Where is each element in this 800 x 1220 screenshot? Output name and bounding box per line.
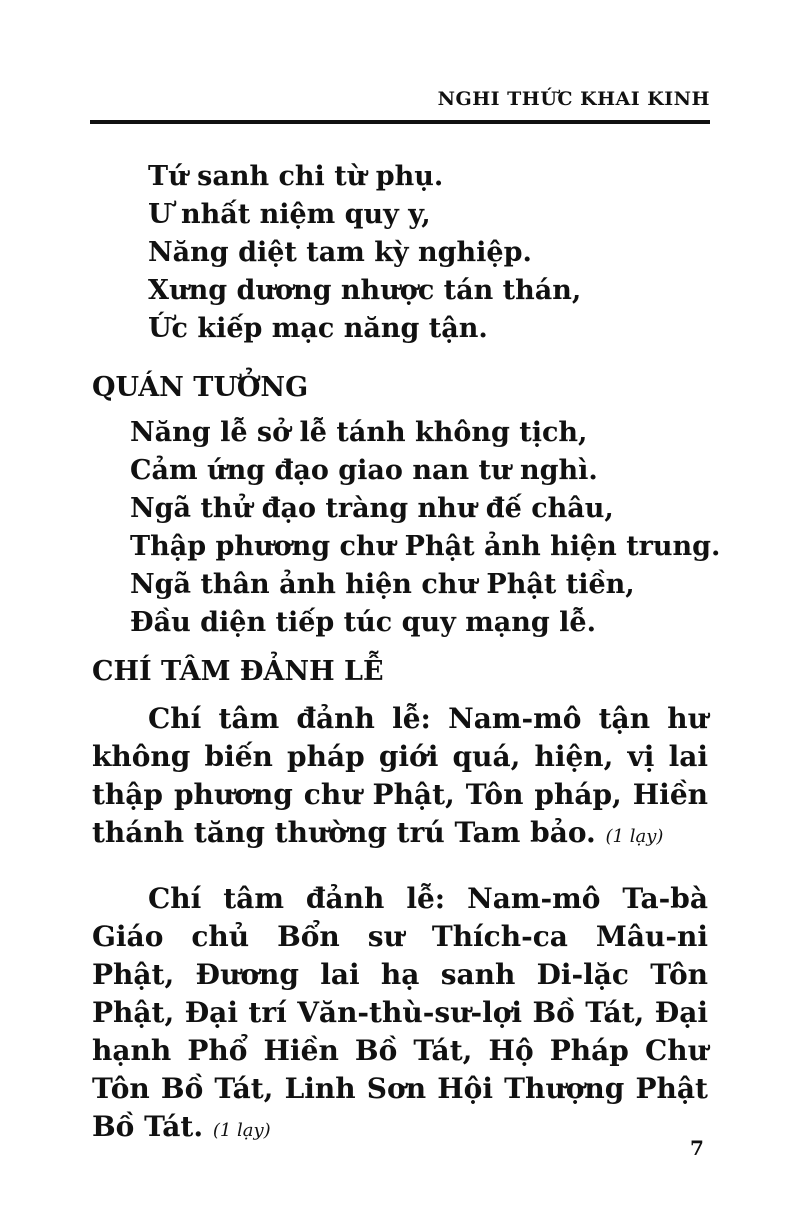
section-heading-chi-tam-danh-le: CHÍ TÂM ĐẢNH LỄ [92, 656, 384, 687]
verse-line: Đầu diện tiếp túc quy mạng lễ. [130, 607, 597, 638]
prostration-note: (1 lạy) [605, 826, 664, 847]
paragraph-text: Chí tâm đảnh lễ: Nam-mô Ta-bà Giáo chủ Bổn sư Thích-ca Mâu-ni Phật, Đương lai hạ sanh Di-lặc Tôn Phật, Đại trí Văn-thù-sư-lợi Bồ Tát, Đại hạnh Phổ Hiền Bồ Tát, Hộ Pháp Chư Tôn Bồ Tát, Linh Sơn Hội Thượng Phật Bồ Tát. [92, 882, 708, 1143]
prostration-note: (1 lạy) [212, 1120, 271, 1141]
verse-line: Ức kiếp mạc năng tận. [148, 313, 488, 344]
verse-line: Ngã thử đạo tràng như đế châu, [130, 493, 614, 524]
verse-line: Xưng dương nhược tán thán, [148, 275, 582, 306]
verse-line: Năng diệt tam kỳ nghiệp. [148, 237, 532, 268]
verse-line: Năng lễ sở lễ tánh không tịch, [130, 417, 588, 448]
paragraph-text: Chí tâm đảnh lễ: Nam-mô tận hư không biến pháp giới quá, hiện, vị lai thập phương chư Phật, Tôn pháp, Hiền thánh tăng thường trú Tam bảo. [92, 702, 708, 849]
quan-tuong-verse [130, 414, 720, 642]
verse-line: Tứ sanh chi từ phụ. [148, 161, 444, 192]
prayer-paragraph [92, 700, 708, 856]
running-header: NGHI THỨC KHAI KINH [437, 88, 710, 110]
verse-line: Thập phương chư Phật ảnh hiện trung. [130, 531, 721, 562]
prayer-paragraph [92, 880, 708, 1150]
opening-verse [148, 158, 581, 348]
verse-line: Cảm ứng đạo giao nan tư nghì. [130, 455, 598, 486]
section-heading-quan-tuong: QUÁN TƯỞNG [92, 372, 309, 403]
header-rule [90, 120, 710, 124]
verse-line: Ư nhất niệm quy y, [148, 199, 431, 230]
verse-line: Ngã thân ảnh hiện chư Phật tiền, [130, 569, 635, 600]
page-number: 7 [690, 1136, 704, 1160]
